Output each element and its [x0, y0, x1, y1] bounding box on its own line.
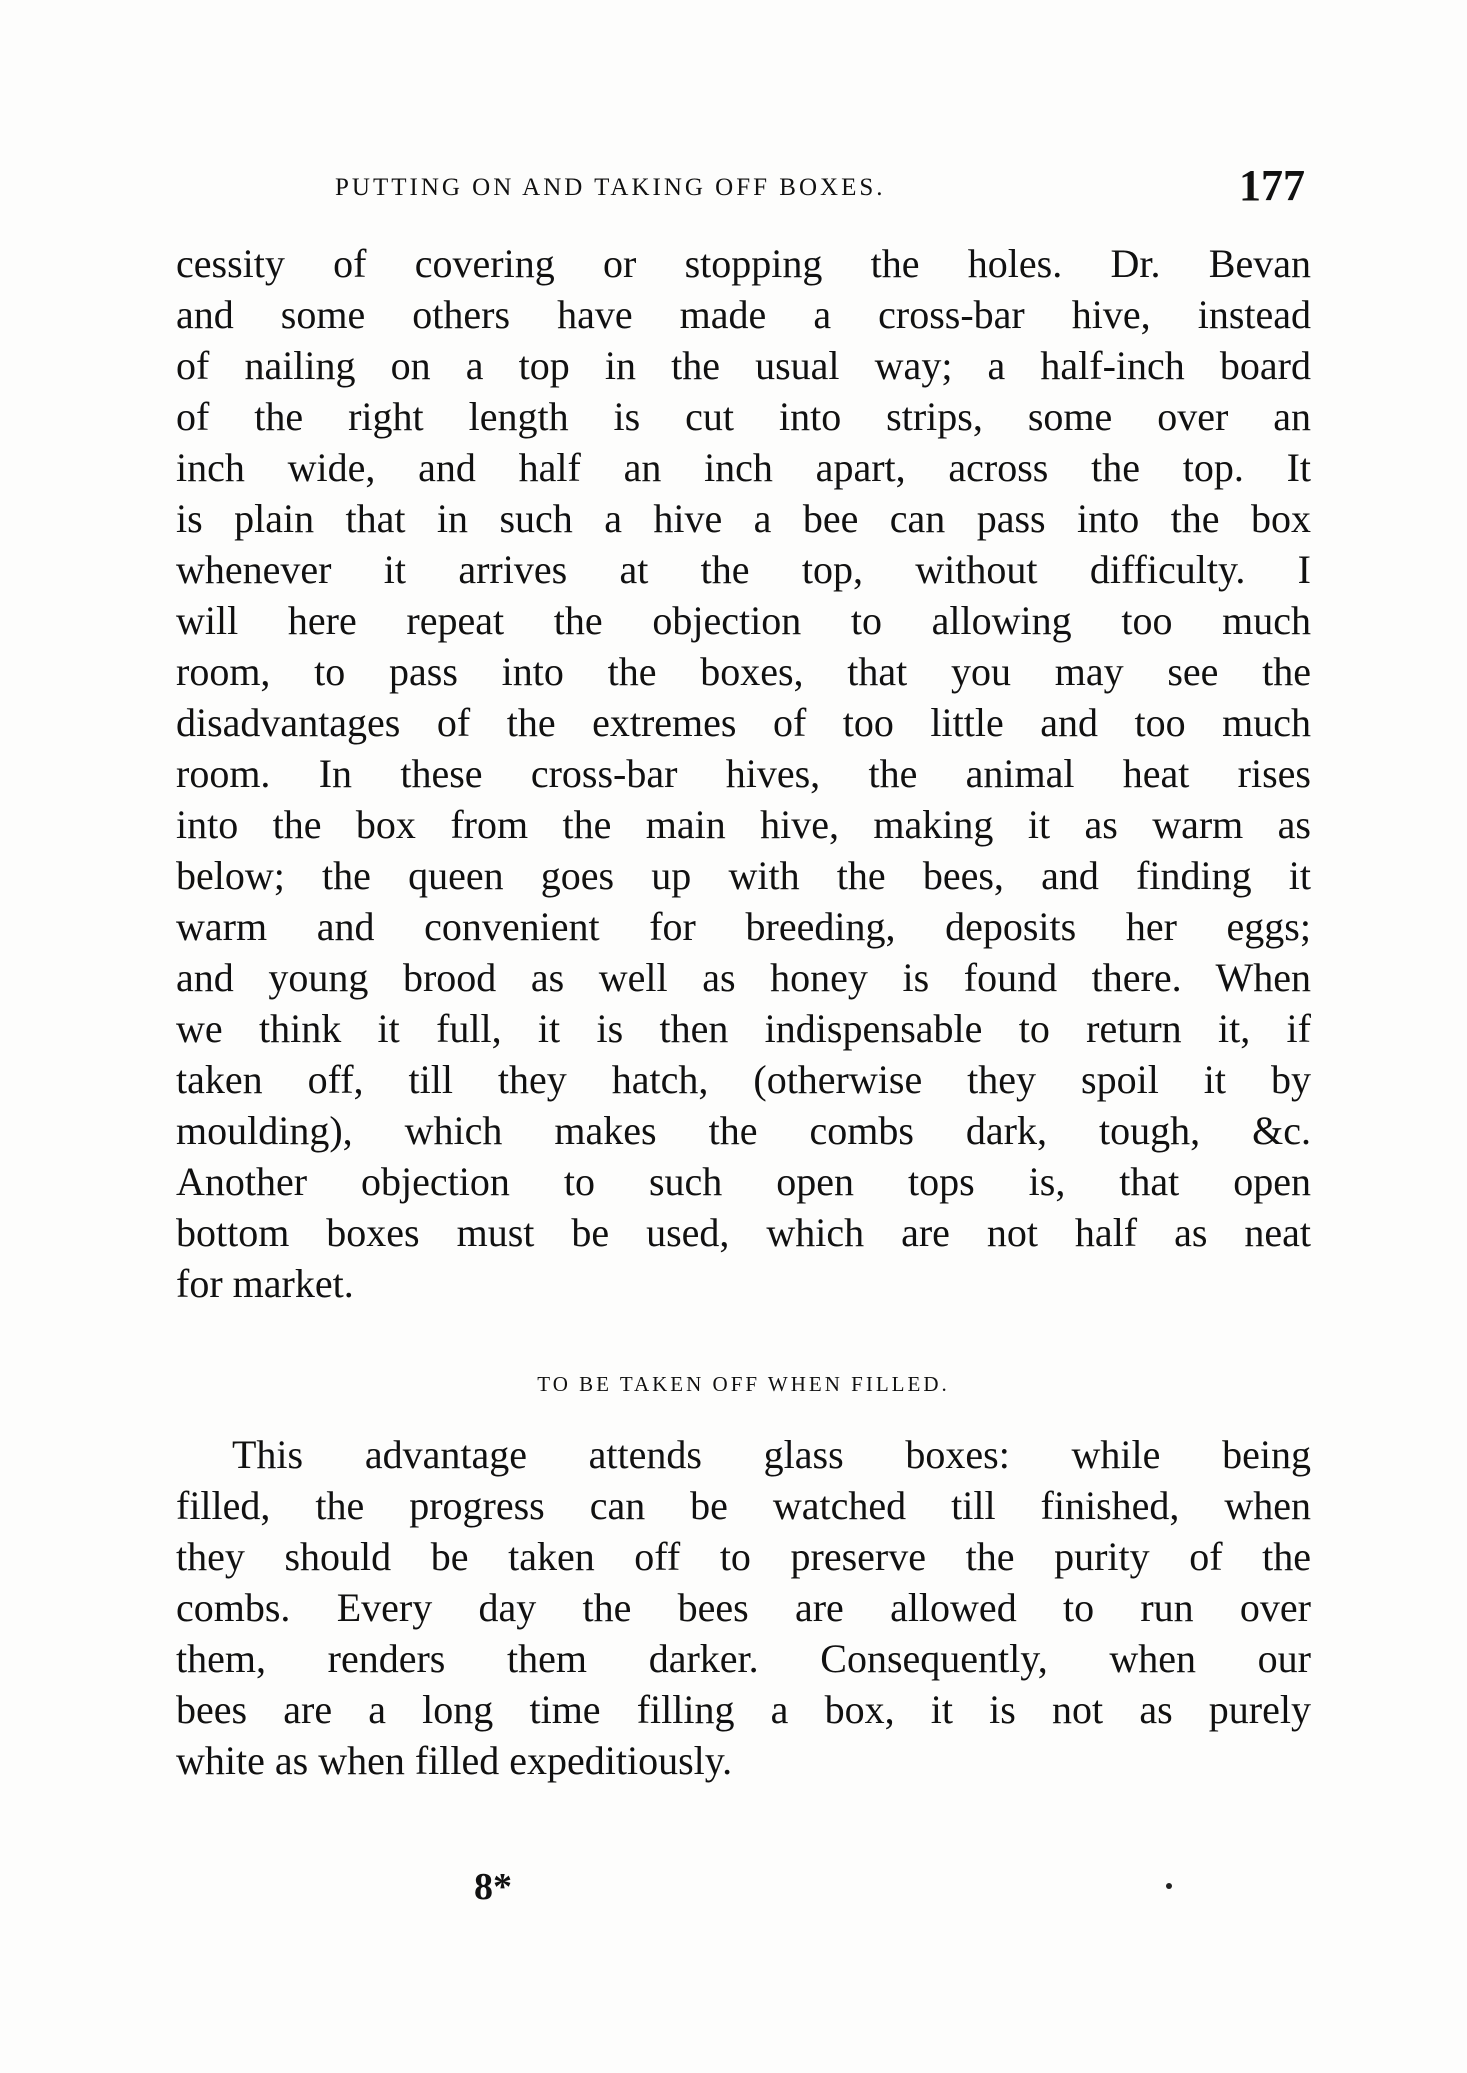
- page-number: 177: [1239, 161, 1305, 210]
- text-line: bottom boxes must be used, which are not half as neat: [176, 1210, 1311, 1255]
- text-line: filled, the progress can be watched till finished, when: [176, 1483, 1311, 1528]
- text-line: they should be taken off to preserve the purity of the: [176, 1534, 1311, 1579]
- text-line: room, to pass into the boxes, that you may see the: [176, 649, 1311, 694]
- text-line: for market.: [176, 1261, 354, 1306]
- text-line: is plain that in such a hive a bee can pass into the box: [176, 496, 1311, 541]
- text-line: Another objection to such open tops is, that open: [176, 1159, 1311, 1204]
- text-line: of nailing on a top in the usual way; a half-inch board: [176, 343, 1311, 388]
- section-heading: TO BE TAKEN OFF WHEN FILLED.: [537, 1372, 950, 1396]
- running-title: PUTTING ON AND TAKING OFF BOXES.: [335, 174, 886, 201]
- text-line: combs. Every day the bees are allowed to run over: [176, 1585, 1311, 1630]
- text-line: disadvantages of the extremes of too little and too much: [176, 700, 1311, 745]
- text-line: and some others have made a cross-bar hive, instead: [176, 292, 1311, 337]
- text-line: and young brood as well as honey is found there. When: [176, 955, 1311, 1000]
- ink-speck: [1166, 1883, 1172, 1889]
- running-head: [335, 160, 1305, 210]
- text-line: room. In these cross-bar hives, the animal heat rises: [176, 751, 1311, 796]
- text-line: moulding), which makes the combs dark, tough, &c.: [176, 1108, 1311, 1153]
- text-line: This advantage attends glass boxes: while being: [232, 1432, 1311, 1477]
- signature-mark: 8*: [474, 1866, 512, 1908]
- paragraph-2: [176, 1429, 1311, 1786]
- text-line: cessity of covering or stopping the holes. Dr. Bevan: [176, 241, 1311, 286]
- text-line: below; the queen goes up with the bees, and finding it: [176, 853, 1311, 898]
- text-line: will here repeat the objection to allowing too much: [176, 598, 1311, 643]
- text-line: taken off, till they hatch, (otherwise they spoil it by: [176, 1057, 1311, 1102]
- text-line: them, renders them darker. Consequently, when our: [176, 1636, 1311, 1681]
- text-line: into the box from the main hive, making it as warm as: [176, 802, 1311, 847]
- text-line: we think it full, it is then indispensable to return it, if: [176, 1006, 1311, 1051]
- text-line: bees are a long time filling a box, it is not as purely: [176, 1687, 1311, 1732]
- text-line: warm and convenient for breeding, deposits her eggs;: [176, 904, 1311, 949]
- paragraph-1: [176, 238, 1311, 1309]
- text-line: white as when filled expeditiously.: [176, 1738, 733, 1783]
- text-line: whenever it arrives at the top, without difficulty. I: [176, 547, 1311, 592]
- text-line: of the right length is cut into strips, some over an: [176, 394, 1311, 439]
- text-line: inch wide, and half an inch apart, across the top. It: [176, 445, 1311, 490]
